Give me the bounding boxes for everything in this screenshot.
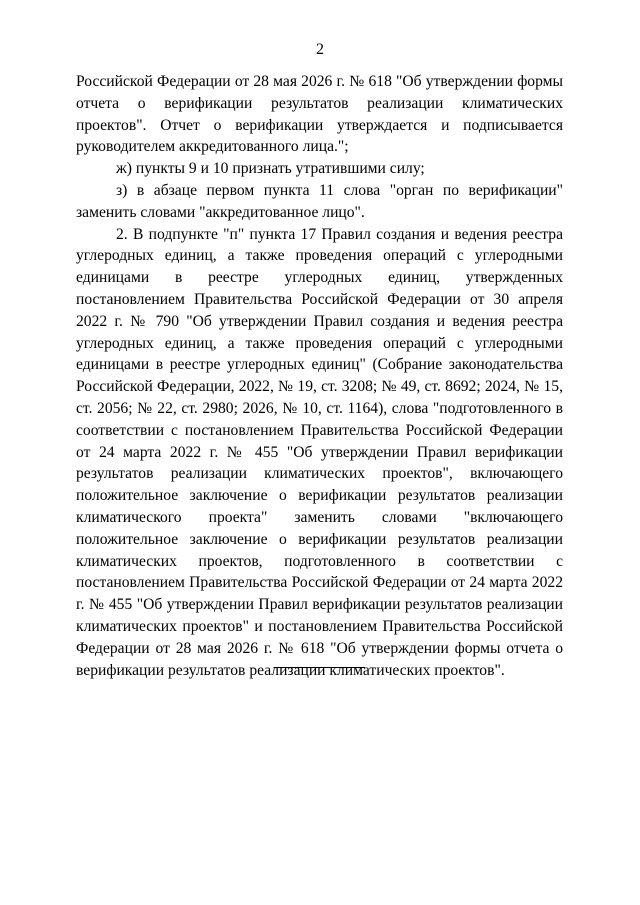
paragraph-item-zh: ж) пункты 9 и 10 признать утратившими силу; (116, 160, 425, 178)
page-number: 2 (316, 41, 324, 58)
paragraph-item-z: з) в абзаце первом пункта 11 слова "орган по верификации" заменить словами "аккредитованное лицо". (76, 181, 563, 221)
paragraph-section-2: 2. В подпункте "п" пункта 17 Правил создания и ведения реестра углеродных единиц, а также проведения операций с углеродными единицами в реестре углеродных единиц, утвержденных постановлением Правительства Российской Федерации от 30 апреля 2022 г. № 790 "Об утверждении Правил создания и ведения реестра углеродных единиц, а также проведения операций с углеродными единицами в реестре углеродных единиц" (Собрание законодательства Российской Федерации, 2022, № 19, ст. 3208; № 49, ст. 8692; 2024, № 15, ст. 2056; № 22, ст. 2980; 2026, № 10, ст. 1164), слова "подготовленного в соответствии с постановлением Правительства Российской Федерации от 24 марта 2022 г. № 455 "Об утверждении Правил верификации результатов реализации климатических проектов", включающего положительное заключение о верификации результатов реализации климатического проекта" заменить словами "включающего положительное заключение о верификации результатов реализации климатических проектов, подготовленного в соответствии с постановлением Правительства Российской Федерации от 24 марта 2022 г. № 455 "Об утверждении Правил верификации результатов реализации климатических проектов" и постановлением Правительства Российской Федерации от 28 мая 2026 г. № 618 "Об утверждении формы отчета о верификации результатов реализации климатических проектов". (76, 225, 563, 679)
document-body (76, 71, 563, 681)
paragraph-continuation: Российской Федерации от 28 мая 2026 г. № 618 "Об утверждении формы отчета о верификации результатов реализации климатических проектов". Отчет о верификации утверждается и подписывается руководителем аккредитованного лица."; (76, 73, 563, 156)
end-of-document-rule (274, 667, 365, 668)
